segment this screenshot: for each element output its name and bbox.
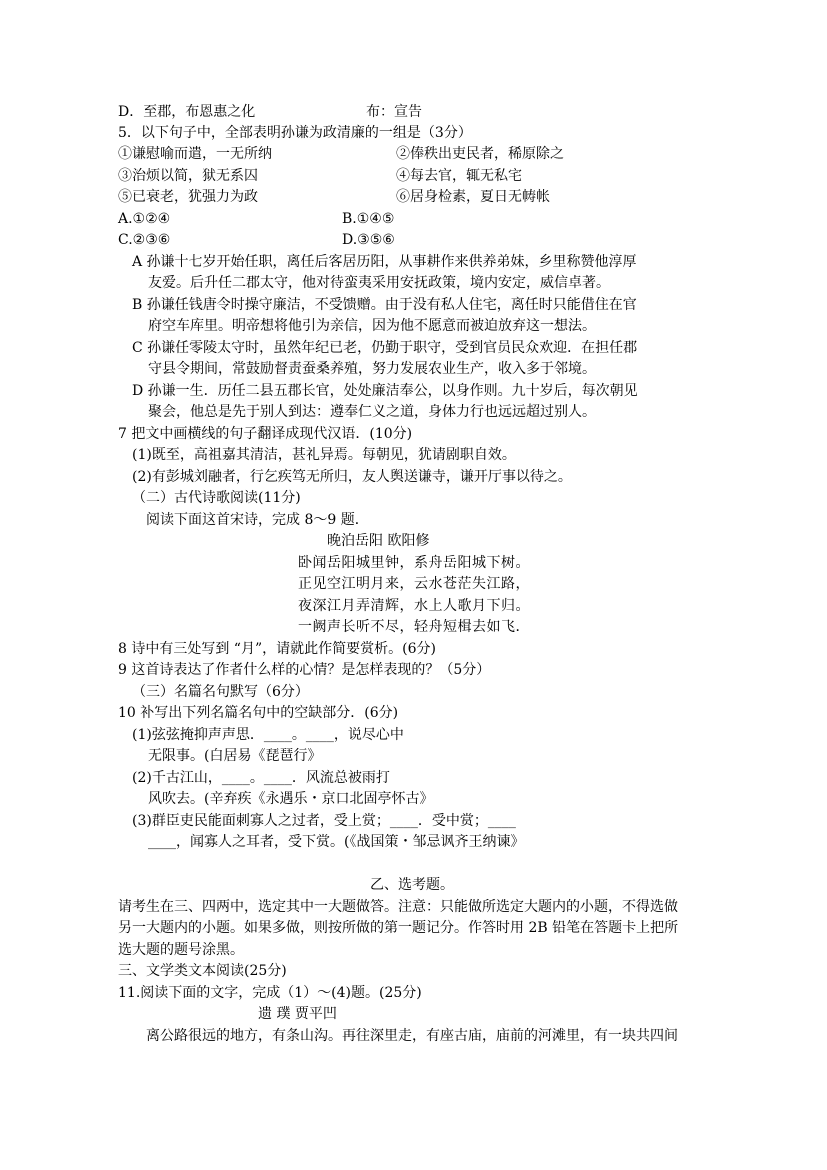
q7-sentence-2: (2)有彭城刘融者，行乞疾笃无所归，友人舆送谦寺，谦开厅事以待之。 bbox=[132, 469, 572, 485]
q5-choice-b: B.①④⑤ bbox=[342, 211, 395, 227]
poem-line-3: 夜深江月弄清辉，水上人歌月下归。 bbox=[298, 598, 530, 614]
q5-choice-c: C.②③⑥ bbox=[118, 232, 171, 248]
famous-section-heading: （三）名篇名句默写（6分） bbox=[132, 684, 309, 700]
q9-stem: 9 这首诗表达了作者什么样的心情？是怎样表现的？（5分） bbox=[118, 662, 491, 678]
q10-item-2-line2: 风吹去。(辛弃疾《永遇乐・京口北固亭怀古》 bbox=[148, 791, 434, 807]
q5-item-1: ①谦慰喻而遣，一无所纳 bbox=[118, 146, 272, 162]
poetry-section-heading: （二）古代诗歌阅读(11分) bbox=[132, 490, 301, 506]
literature-section-heading: 三、文学类文本阅读(25分) bbox=[118, 963, 287, 979]
q6-option-a-line1: A 孙谦十七岁开始任职，离任后客居历阳，从事耕作来供养弟妹，乡里称赞他淳厚 bbox=[132, 254, 637, 270]
q5-item-4: ④每去官，辄无私宅 bbox=[396, 168, 522, 184]
q6-option-c-line1: C 孙谦任零陵太守时，虽然年纪已老，仍勤于职守，受到官员民众欢迎．在担任郡 bbox=[132, 340, 638, 356]
poetry-intro: 阅读下面这首宋诗，完成 8～9 题． bbox=[146, 512, 369, 528]
q5-choice-d: D.③⑤⑥ bbox=[342, 232, 395, 248]
article-paragraph-1: 离公路很远的地方，有条山沟。再往深里走，有座古庙，庙前的河滩里，有一块共四间 bbox=[146, 1028, 678, 1044]
q10-item-2-line1: (2)千古江山，____。____．风流总被雨打 bbox=[132, 770, 390, 786]
q5-choice-a: A.①②④ bbox=[118, 211, 171, 227]
q4-option-d: D．至郡，布恩惠之化 bbox=[118, 104, 256, 120]
poem-line-2: 正见空江明月来，云水苍茫失江路， bbox=[298, 576, 530, 592]
q10-stem: 10 补写出下列名篇名句中的空缺部分．(6分) bbox=[118, 705, 399, 721]
poem-line-4: 一阙声长听不尽，轻舟短楫去如飞． bbox=[298, 619, 530, 635]
q10-item-3-line1: (3)群臣吏民能面刺寡人之过者，受上赏；____．受中赏；____ bbox=[132, 813, 516, 829]
poem-line-1: 卧闻岳阳城里钟，系舟岳阳城下树。 bbox=[298, 555, 530, 571]
q6-option-a-line2: 友爱。后升任二郡太守，他对待蛮夷采用安抚政策，境内安定，威信卓著。 bbox=[148, 275, 610, 291]
q6-option-d-line1: D 孙谦一生．历任二县五郡长官，处处廉洁奉公，以身作则。九十岁后，每次朝见 bbox=[132, 383, 638, 399]
q6-option-d-line2: 聚会，他总是先于别人到达：遵奉仁义之道，身体力行也远远超过别人。 bbox=[148, 404, 596, 420]
optional-instructions-line2: 另一大题内的小题。如果多做，则按所做的第一题记分。作答时用 2B 铅笔在答题卡上把所 bbox=[118, 920, 679, 936]
q5-item-6: ⑥居身检素，夏日无帱帐 bbox=[396, 189, 550, 205]
optional-instructions-line1: 请考生在三、四两中，选定其中一大题做答。注意：只能做所选定大题内的小题，不得选做 bbox=[118, 899, 678, 915]
q10-item-3-line2: ____，闻寡人之耳者，受下赏。(《战国策・邹忌讽齐王纳谏》 bbox=[148, 834, 525, 850]
q7-stem: 7 把文中画横线的句子翻译成现代汉语．(10分) bbox=[118, 426, 413, 442]
q5-item-5: ⑤已衰老，犹强力为政 bbox=[118, 189, 258, 205]
q7-sentence-1: (1)既至，高祖嘉其清洁，甚礼异焉。每朝见，犹请剧职自效。 bbox=[132, 447, 516, 463]
poem-title: 晚泊岳阳 欧阳修 bbox=[327, 533, 430, 549]
q8-stem: 8 诗中有三处写到 “月”，请就此作简要赏析。(6分) bbox=[118, 641, 436, 657]
article-title: 遗 璞 贾平凹 bbox=[258, 1006, 337, 1022]
optional-instructions-line3: 选大题的题号涂黑。 bbox=[118, 942, 244, 958]
q5-item-2: ②俸秩出吏民者，稀原除之 bbox=[396, 146, 564, 162]
q5-item-3: ③治烦以简，狱无系囚 bbox=[118, 168, 258, 184]
q6-option-b-line2: 府空车库里。明帝想将他引为亲信，因为他不愿意而被迫放弃这一想法。 bbox=[148, 318, 596, 334]
q10-item-1-line2: 无限事。(白居易《琵琶行》 bbox=[148, 748, 322, 764]
optional-heading: 乙、选考题。 bbox=[370, 877, 454, 893]
q5-stem: 5．以下句子中，全部表明孙谦为政清廉的一组是（3分） bbox=[118, 125, 472, 141]
q10-item-1-line1: (1)弦弦掩抑声声思．____。____，说尽心中 bbox=[132, 727, 404, 743]
q6-option-c-line2: 守县令期间，常鼓励督责蚕桑养殖，努力发展农业生产，收入多于邻境。 bbox=[148, 361, 596, 377]
q4-option-d-note: 布：宣告 bbox=[366, 104, 422, 120]
q6-option-b-line1: B 孙谦任钱唐令时操守廉洁，不受馈赠。由于没有私人住宅，离任时只能借住在官 bbox=[132, 297, 637, 313]
q11-stem: 11.阅读下面的文字，完成（1）～(4)题。(25分) bbox=[118, 985, 422, 1001]
